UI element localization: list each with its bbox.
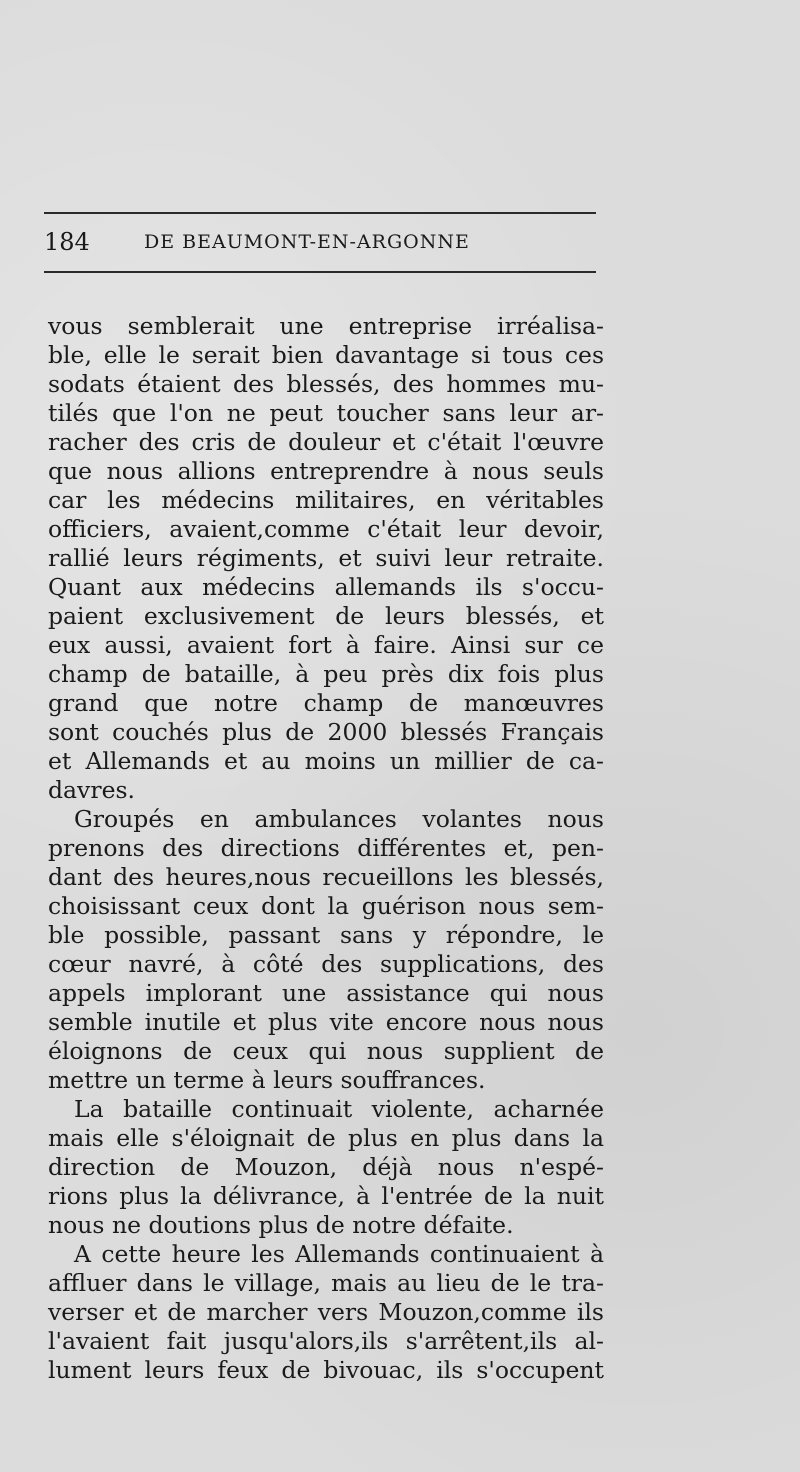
text-line: l'avaient fait jusqu'alors,ils s'arrêtent,ils al- [48, 1327, 604, 1355]
text-line: Groupés en ambulances volantes nous [74, 805, 604, 833]
text-line: sodats étaient des blessés, des hommes mu- [48, 370, 604, 398]
text-line: éloignons de ceux qui nous supplient de [48, 1037, 604, 1065]
text-line: mais elle s'éloignait de plus en plus dans la [48, 1124, 604, 1152]
text-line: tilés que l'on ne peut toucher sans leur ar- [48, 399, 604, 427]
running-title: DE BEAUMONT-EN-ARGONNE [144, 231, 470, 253]
text-line: direction de Mouzon, déjà nous n'espé- [48, 1153, 604, 1181]
text-line: dant des heures,nous recueillons les blessés, [48, 863, 604, 891]
running-head [44, 224, 596, 260]
text-line: eux aussi, avaient fort à faire. Ainsi sur ce [48, 631, 604, 659]
text-line: grand que notre champ de manœuvres [48, 689, 604, 717]
text-line: ble, elle le serait bien davantage si tous ces [48, 341, 604, 369]
text-line: La bataille continuait violente, acharnée [74, 1095, 604, 1123]
text-line: et Allemands et au moins un millier de ca- [48, 747, 604, 775]
page-number: 184 [44, 228, 90, 256]
text-line: rions plus la délivrance, à l'entrée de la nuit [48, 1182, 604, 1210]
text-line: vous semblerait une entreprise irréalisa- [48, 312, 604, 340]
text-line: Quant aux médecins allemands ils s'occu- [48, 573, 604, 601]
header-rule-bottom [44, 271, 596, 273]
text-line: paient exclusivement de leurs blessés, et [48, 602, 604, 630]
text-line: affluer dans le village, mais au lieu de le tra- [48, 1269, 604, 1297]
text-line: verser et de marcher vers Mouzon,comme ils [48, 1298, 604, 1326]
text-line: prenons des directions différentes et, pen- [48, 834, 604, 862]
text-line: car les médecins militaires, en véritables [48, 486, 604, 514]
header-rule-top [44, 212, 596, 214]
text-line: appels implorant une assistance qui nous [48, 979, 604, 1007]
text-line: nous ne doutions plus de notre défaite. [48, 1211, 514, 1239]
text-line: mettre un terme à leurs souffrances. [48, 1066, 486, 1094]
text-line: lument leurs feux de bivouac, ils s'occupent [48, 1356, 604, 1384]
text-line: cœur navré, à côté des supplications, des [48, 950, 604, 978]
text-line: davres. [48, 776, 136, 804]
text-line: rallié leurs régiments, et suivi leur retraite. [48, 544, 604, 572]
text-line: ble possible, passant sans y répondre, le [48, 921, 604, 949]
text-line: racher des cris de douleur et c'était l'œuvre [48, 428, 604, 456]
text-line: officiers, avaient,comme c'était leur devoir, [48, 515, 604, 543]
text-line: semble inutile et plus vite encore nous nous [48, 1008, 604, 1036]
text-line: choisissant ceux dont la guérison nous sem- [48, 892, 604, 920]
text-line: que nous allions entreprendre à nous seuls [48, 457, 604, 485]
body-text [48, 312, 604, 1385]
text-line: champ de bataille, à peu près dix fois plus [48, 660, 604, 688]
text-line: A cette heure les Allemands continuaient à [74, 1240, 604, 1268]
text-line: sont couchés plus de 2000 blessés Français [48, 718, 604, 746]
